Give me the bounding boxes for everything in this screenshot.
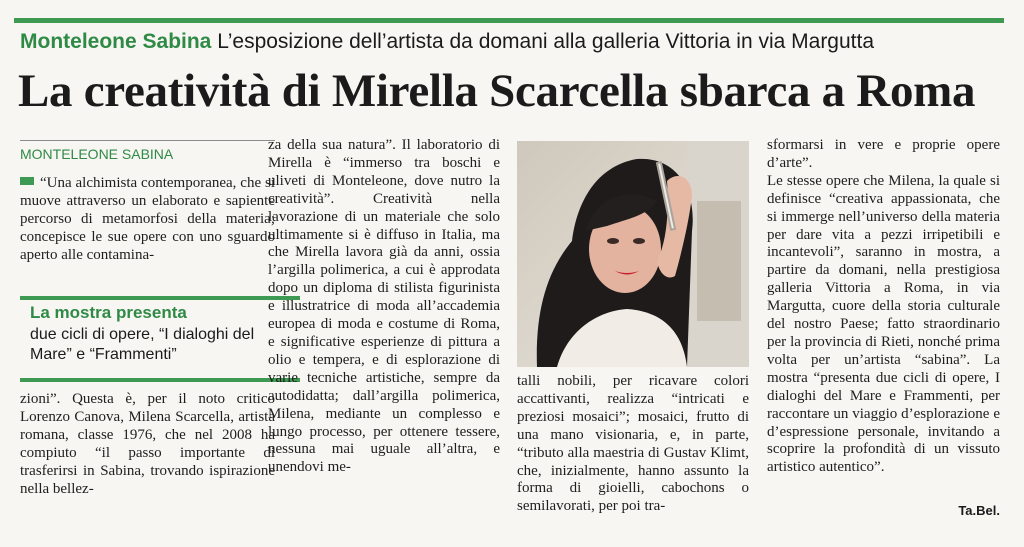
kicker-deck: L’esposizione dell’artista da domani alla galleria Vittoria in via Margutta [217,30,875,53]
column-4-text-1: sformarsi in vere e proprie opere d’arte”. [767,137,1000,171]
pullquote-bottom-rule [20,378,300,382]
headline: La creatività di Mirella Scarcella sbarca a Roma [18,65,976,117]
column-1-lead-text: “Una alchimista contemporanea, che si muove attraverso un elaborato e sapiente percorso di metamorfosi della materia; concepisce le sue opere con uno sguardo aperto alle contamina- [20,175,275,263]
pullquote-top-rule [20,296,300,300]
byline: MONTELEONE SABINA [20,146,174,162]
lead-square-marker [20,177,34,185]
column-3 [517,373,749,516]
column-3-text: talli nobili, per ricavare colori accattivanti, realizza “intricati e preziosi mosaici”; mosaici, frutto di una mano visionaria, e, in parte, “tributo alla maestria di Gustav Klimt, che, inizialmente, hanno assunto la forma di gioielli, cabochons o semilavorati, per poi tra- [517,373,749,515]
author-signature: Ta.Bel. [958,503,1000,518]
column-2 [268,137,500,477]
column-4 [767,137,1000,477]
pullquote [30,303,300,365]
kicker [20,30,874,54]
column-1-continuation-text: zioni”. Questa è, per il noto critico Lorenzo Canova, Milena Scarcella, artista romana, classe 1976, che nel 2008 ha compiuto “il passo importante di trasferirsi in Sabina, trovando ispirazione nella bellez- [20,391,275,497]
column-1-lead [20,175,275,265]
pullquote-heading: La mostra presenta [30,303,187,322]
column-4-text-2: Le stesse opere che Milena, la quale si definisce “creativa appassionata, che si immerge nell’universo della materia per dare vita a pezzi irripetibili e incantevoli”, saranno in mostra, a partire da domani, nella prestigiosa galleria Vittoria a Roma, in via Margutta, cuore della storia culturale del nostro Paese; fatto straordinario per la provincia di Rieti, nonché prima volta per un’artista “sabina”. La mostra “presenta due cicli di opere, I dialoghi del Mare e Frammenti, per raccontare un viaggio d’esplorazione e d’espressione personale, invitando a scoprire la profondità di un vissuto artistico autentico”. [767,172,1000,476]
artist-photo [517,141,749,367]
top-green-rule [14,18,1004,23]
column-1-continuation [20,391,275,498]
byline-rule [20,140,275,141]
kicker-place: Monteleone Sabina [20,30,212,53]
artist-portrait-image [517,141,749,367]
pullquote-body: due cicli di opere, “I dialoghi del Mare” e “Frammenti” [30,326,255,363]
column-2-text: za della sua natura”. Il laboratorio di Mirella è “immerso tra boschi e uliveti di Monteleone, dove nutro la creatività”. Creatività nella lavorazione di un materiale che solo ultimamente si è diffuso in Italia, ma che Mirella lavora già da anni, ossia l’argilla polimerica, a cui è approdata dopo un diploma di stilista figurinista e illustratrice di moda all’accademia europea di moda e costume di Roma, e significative esperienze di pittura a olio e tempera, e di esplorazione di varie tecniche artistiche, sempre da autodidatta; dall’argilla polimerica, Milena, mediante un complesso e lungo processo, per ottenere tessere, nessuna mai uguale all’altra, e unendovi me- [268,137,500,476]
